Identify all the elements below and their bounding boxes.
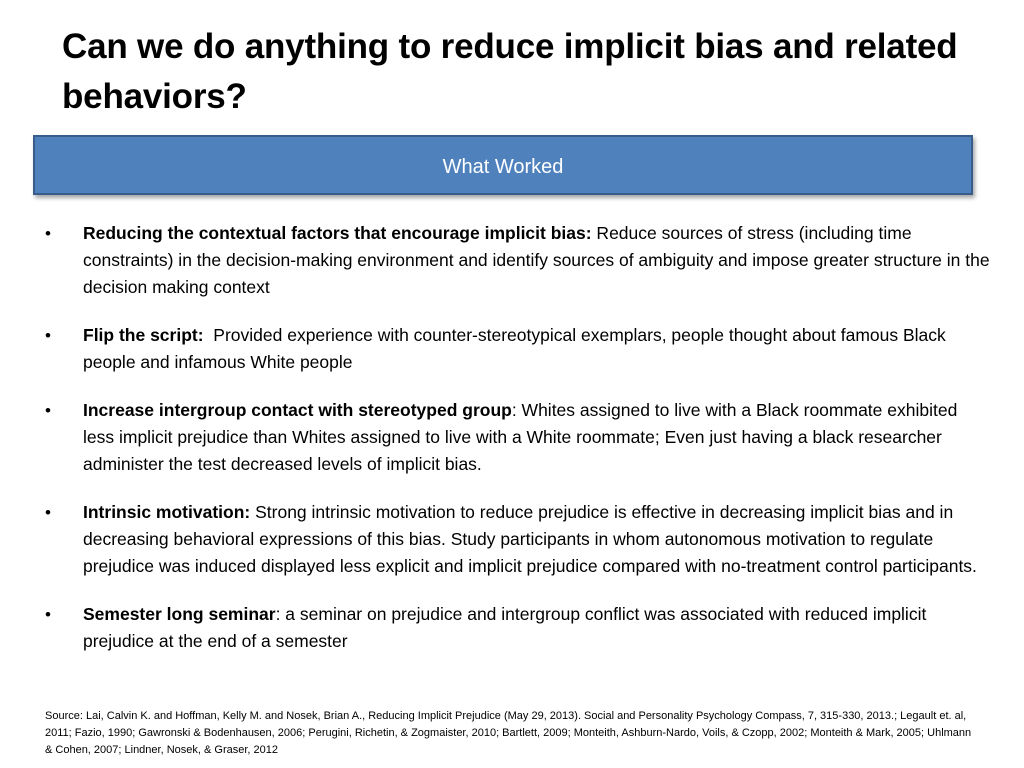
bullet-text: Strong intrinsic motivation to reduce prejudice is effective in decreasing implicit bias and in decreasing behavioral expressions of this bias. Study participants in whom autonomous motivation to regulate prejudice was induced displayed less explicit and implicit prejudice compared with no-treatment control participants. [83, 502, 977, 576]
bullet-icon: • [45, 401, 51, 420]
bullet-list [45, 220, 990, 676]
bullet-item-contextual-factors [45, 220, 990, 301]
bullet-text: : Whites assigned to live with a Black roommate exhibited less implicit prejudice than Whites assigned to live with a White roommate; Even just having a black researcher administer the test decreased levels of implicit bias. [83, 400, 958, 474]
bullet-text: Provided experience with counter-stereotypical exemplars, people thought about famous Black people and infamous White people [83, 325, 951, 372]
bullet-item-intergroup-contact [45, 397, 990, 478]
bullet-text: : a seminar on prejudice and intergroup conflict was associated with reduced implicit prejudice at the end of a semester [83, 604, 927, 651]
bullet-lead: Reducing the contextual factors that encourage implicit bias: [83, 223, 592, 243]
bullet-text: Reduce sources of stress (including time constraints) in the decision-making environment and identify sources of ambiguity and impose greater structure in the decision making context [83, 223, 990, 297]
source-citation: Source: Lai, Calvin K. and Hoffman, Kelly M. and Nosek, Brian A., Reducing Implicit Prejudice (May 29, 2013). Social and Personality Psychology Compass, 7, 315-330, 2013.; Legault et. al, 2011; Fazio, 1990; Gawronski & Bodenhausen, 2006; Perugini, Richetin, & Zogmaister, 2010; Bartlett, 2009; Monteith, Ashburn-Nardo, Voils, & Czopp, 2002; Monteith & Mark, 2005; Uhlmann & Cohen, 2007; Lindner, Nosek, & Graser, 2012 [45, 710, 972, 756]
bullet-lead: Intrinsic motivation: [83, 502, 251, 522]
bullet-lead: Increase intergroup contact with stereotyped group [83, 400, 512, 420]
bullet-item-intrinsic-motivation [45, 499, 990, 580]
slide-title: Can we do anything to reduce implicit bias and related behaviors? [62, 27, 958, 116]
bullet-item-flip-the-script [45, 322, 990, 376]
bullet-icon: • [45, 605, 51, 624]
bullet-lead: Flip the script: [83, 325, 204, 345]
bullet-lead: Semester long seminar [83, 604, 276, 624]
bullet-item-semester-seminar [45, 601, 990, 655]
what-worked-banner: What Worked [33, 135, 973, 195]
bullet-icon: • [45, 503, 51, 522]
bullet-icon: • [45, 224, 51, 243]
bullet-icon: • [45, 326, 51, 345]
